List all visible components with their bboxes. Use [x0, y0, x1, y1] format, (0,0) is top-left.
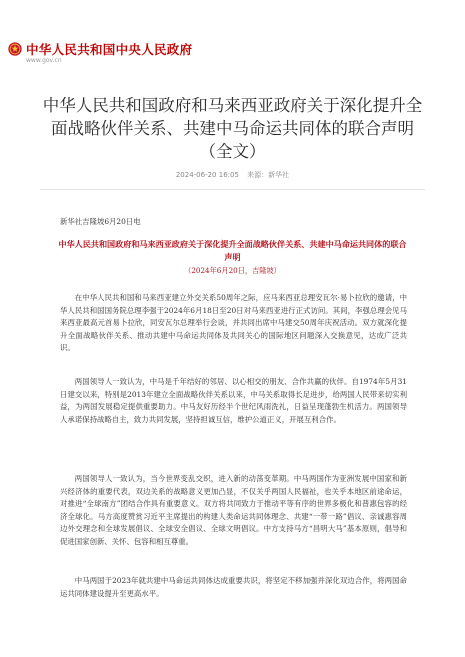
body-paragraph: 两国领导人一致认为，中马是千年结好的邻居、以心相交的朋友、合作共赢的伙伴。自1974年5月31日建交以来，特别是2013年建立全面战略伙伴关系以来，中马关系取得长足进步，给两国人民带来切实利益，为两国发展稳定提供重要助力。中马友好历经半个世纪风雨洗礼，日益呈现蓬勃生机活力。两国领导人承诺保持战略自主，致力共同发展，坚持担诚互信，维护公道正义，开展互利合作。 [60, 377, 407, 424]
article-title: 中华人民共和国政府和马来西亚政府关于深化提升全面战略伙伴关系、共建中马命运共同体的联合声明（全文） [42, 96, 423, 161]
body-paragraph: 两国领导人一致认为，当今世界变乱交织，进入新的动荡变革期。中马两国作为亚洲发展中国家和新兴经济体的重要代表，双边关系的战略意义更加凸显，不仅关乎两国人民福祉，也关乎本地区前途命运，对推进“全球南方”团结合作具有重要意义。双方将共同致力于推动平等有序的世界多极化和普惠包容的经济全球化。马方高度赞赏习近平主席提出的构建人类命运共同体理念、共建“一带一路”倡议、亲诚惠容周边外交理念和全球发展倡议、全球安全倡议、全球文明倡议。中方支持马方“昌明大马”基本原则，倡导和促进国家创新、关怀、包容和相互尊重。 [60, 474, 407, 546]
site-header [0, 0, 465, 68]
body-paragraph: 中马两国于2023年就共建中马命运共同体达成重要共识，将坚定不移加强并深化双边合作，将两国命运共同体建设提升至更高水平。 [60, 576, 407, 598]
source-info [247, 171, 289, 179]
dateline: 新华社吉隆坡6月20日电 [60, 217, 141, 226]
site-name[interactable]: 中华人民共和国中央人民政府 [26, 42, 193, 57]
statement-date: （2024年6月20日，吉隆坡） [184, 266, 281, 275]
body-paragraph: 在中华人民共和国和马来西亚建立外交关系50周年之际，应马来西亚总理安瓦尔·易卜拉欣的邀请，中华人民共和国国务院总理李强于2024年6月18日至20日对马来西亚进行正式访问。其间，李强总理会见马来西亚最高元首易卜拉欣，同安瓦尔总理举行会谈，并共同出席中马建交50周年庆祝活动。双方就深化提升全面战略伙伴关系、推动共建中马命运共同体及共同关心的国际地区问题深入交换意见，达成广泛共识。 [60, 293, 407, 352]
source-name: 新华社 [268, 171, 290, 179]
source-label: 来源： [247, 171, 269, 179]
article-meta [0, 170, 465, 180]
divider [40, 189, 425, 190]
site-url[interactable]: www.gov.cn [26, 57, 62, 64]
national-emblem-icon[interactable] [8, 42, 22, 56]
statement-subtitle: 中华人民共和国政府和马来西亚政府关于深化提升全面战略伙伴关系、共建中马命运共同体的联合声明 [58, 239, 407, 262]
publish-datetime: 2024-06-20 16:05 [175, 171, 239, 179]
